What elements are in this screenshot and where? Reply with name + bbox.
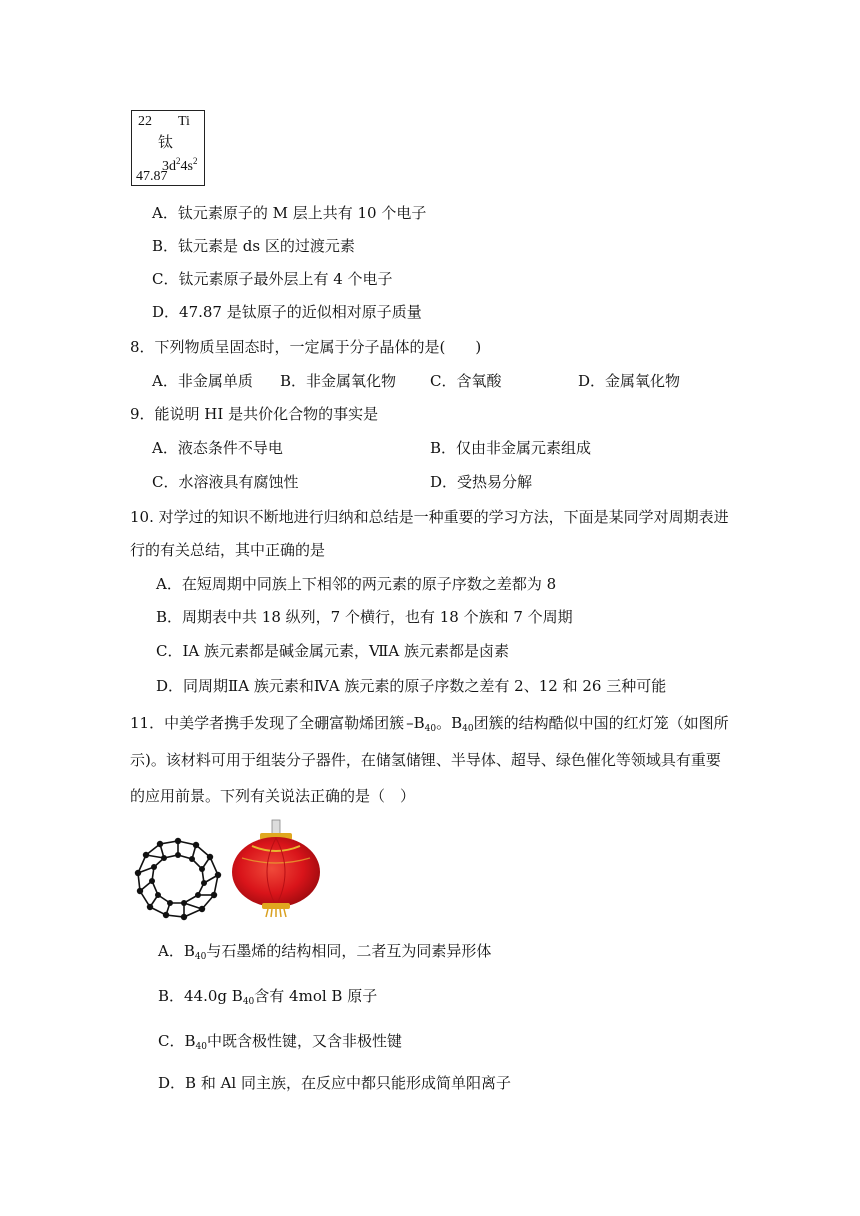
red-lantern-illustration [230,818,322,918]
q11-option-a: A．$B_{40}$与石墨烯的结构相同，二者互为同素异形体 [158,942,492,962]
q11-option-c: C．$B_{40}$中既含极性键，又含非极性键 [158,1032,402,1052]
q10-option-a: A．在短周期中同族上下相邻的两元素的原子序数之差都为 8 [156,575,557,593]
q10-option-c: C．ⅠA 族元素都是碱金属元素，ⅦA 族元素都是卤素 [156,642,509,660]
q9-option-a: A．液态条件不导电 [152,439,283,457]
atomic-mass: 47.87 [136,169,168,184]
q11-stem-line1: 11．中美学者携手发现了全硼富勒烯团簇 $-B_{40}$。$B_{40}$团簇的结构酷似中国的红灯笼（如图所 [130,714,729,734]
q8-stem: 8．下列物质呈固态时，一定属于分子晶体的是( ) [130,338,482,356]
q7-option-d: D．47.87 是钛原子的近似相对原子质量 [152,303,422,321]
element-symbol: Ti [178,114,190,129]
q7-option-b: B．钛元素是 ds 区的过渡元素 [152,237,355,255]
q11-option-b: B．44.0g $B_{40}$含有 4mol B 原子 [158,987,378,1007]
q10-option-b: B．周期表中共 18 纵列，7 个横行，也有 18 个族和 7 个周期 [156,608,573,626]
q7-option-a: A．钛元素原子的 M 层上共有 10 个电子 [152,204,427,222]
q7-option-c: C．钛元素原子最外层上有 4 个电子 [152,270,393,288]
q11-stem-line3: 的应用前景。下列有关说法正确的是（ ） [130,787,416,805]
q9-option-d: D．受热易分解 [430,473,533,491]
q8-option-b: B．非金属氧化物 [280,372,397,390]
q8-option-d: D．金属氧化物 [578,372,681,390]
b40-cage-illustration [132,835,224,921]
q8-option-c: C．含氧酸 [430,372,502,390]
q10-option-d: D．同周期ⅡA 族元素和ⅣA 族元素的原子序数之差有 2、12 和 26 三种可能 [156,677,667,695]
q11-stem-line2: 示)。该材料可用于组装分子器件，在储氢储锂、半导体、超导、绿色催化等领域具有重要 [130,751,721,769]
q11-option-d: D．B 和 Al 同主族，在反应中都只能形成简单阳离子 [158,1074,511,1092]
q10-stem-line2: 行的有关总结，其中正确的是 [130,541,326,559]
element-name: 钛 [158,135,174,151]
q8-option-a: A．非金属单质 [152,372,253,390]
element-card-titanium [131,110,205,186]
q9-option-b: B．仅由非金属元素组成 [430,439,592,457]
q9-option-c: C．水溶液具有腐蚀性 [152,473,299,491]
q10-stem-line1: 10. 对学过的知识不断地进行归纳和总结是一种重要的学习方法，下面是某同学对周期表进 [130,508,729,526]
electron-config: $3d^24s^2$ [162,156,198,174]
atomic-number: 22 [138,114,152,129]
q9-stem: 9．能说明 HI 是共价化合物的事实是 [130,405,379,423]
